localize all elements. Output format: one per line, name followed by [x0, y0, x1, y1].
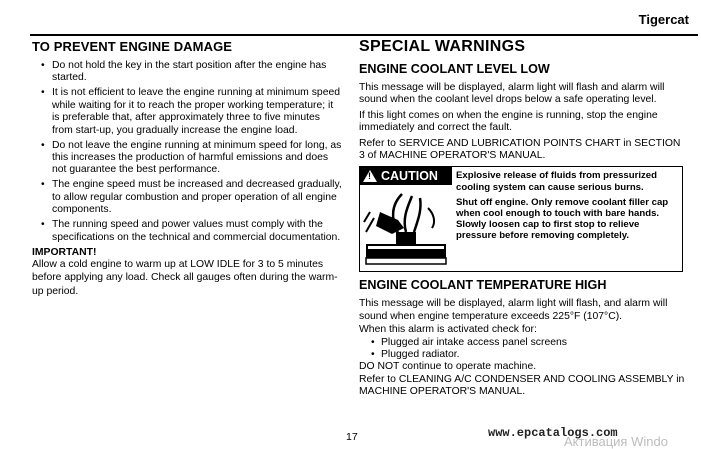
- right-column: [359, 37, 689, 402]
- caution-text: [456, 170, 678, 245]
- hot-coolant-burn-icon: [362, 188, 450, 268]
- coolant-temp-reference: Refer to CLEANING A/C CONDENSER AND COOLING ASSEMBLY in MACHINE OPERATOR'S MANUAL.: [359, 373, 685, 398]
- coolant-level-reference: Refer to SERVICE AND LUBRICATION POINTS CHART in SECTION 3 of MACHINE OPERATOR'S MANUAL.: [359, 137, 681, 162]
- caution-instructions: Shut off engine. Only remove coolant filler cap when cool enough to touch with bare hands. Slowly loosen cap to first stop to relieve pressure before removing completely.: [456, 196, 669, 242]
- coolant-temp-paragraph: This message will be displayed, alarm light will flash, and alarm will sound when engine temperature exceeds 225°F (107°C).: [359, 298, 668, 322]
- heading-coolant-level-low: ENGINE COOLANT LEVEL LOW: [359, 62, 550, 76]
- page-number: 17: [346, 431, 358, 443]
- list-item: • Plugged air intake access panel screens: [371, 337, 689, 349]
- caution-label-text: CAUTION: [381, 169, 438, 184]
- engine-damage-list: [32, 60, 342, 244]
- list-item: • The engine speed must be increased and decreased gradually, to allow regular combustion and proper operation of all engine components.: [41, 179, 342, 216]
- caution-label: [360, 167, 452, 185]
- list-item: • It is not efficient to leave the engine running at minimum speed while waiting for it to reach the proper working temperature; it is preferable that, after approximately three to five minutes from start-up, you gradually increase the engine load.: [41, 87, 342, 137]
- windows-activation-overlay: Активация Windo: [564, 434, 668, 449]
- list-item: • Do not leave the engine running at minimum speed for long, as this increases the production of harmful emissions and does not guarantee the best performance.: [41, 140, 342, 177]
- heading-coolant-temperature-high: ENGINE COOLANT TEMPERATURE HIGH: [359, 278, 607, 293]
- coolant-temp-warning: DO NOT continue to operate machine.: [359, 361, 537, 373]
- list-item: • Do not hold the key in the start position after the engine has started.: [41, 60, 342, 85]
- list-item: • Plugged radiator.: [371, 349, 689, 361]
- coolant-temp-check-intro: When this alarm is activated check for:: [359, 324, 537, 336]
- header-rule: [30, 34, 698, 36]
- section-heading-engine-damage: TO PREVENT ENGINE DAMAGE: [32, 39, 233, 54]
- caution-box: [359, 166, 683, 272]
- section-heading-special-warnings: SPECIAL WARNINGS: [359, 38, 526, 55]
- important-text: Allow a cold engine to warm up at LOW IDLE for 3 to 5 minutes before applying any load. Check all gauges often during the warm-up period.: [32, 258, 338, 297]
- important-label: IMPORTANT!: [32, 246, 97, 258]
- coolant-level-paragraph: This message will be displayed, alarm light will flash and alarm will sound when the coolant level drops below a safe operating level.: [359, 82, 665, 106]
- brand-name: Tigercat: [638, 12, 689, 27]
- list-item: • The running speed and power values must comply with the specifications on the technical and commercial documentation.: [41, 219, 342, 244]
- warning-triangle-icon: [363, 170, 377, 182]
- left-column: [32, 37, 342, 298]
- check-list: [359, 337, 689, 362]
- watermark-text: www.epcatalogs.com: [488, 426, 618, 440]
- coolant-level-paragraph: If this light comes on when the engine is running, stop the engine immediately and correct the fault.: [359, 109, 658, 134]
- caution-hazard: Explosive release of fluids from pressurized cooling system can cause serious burns.: [456, 170, 658, 193]
